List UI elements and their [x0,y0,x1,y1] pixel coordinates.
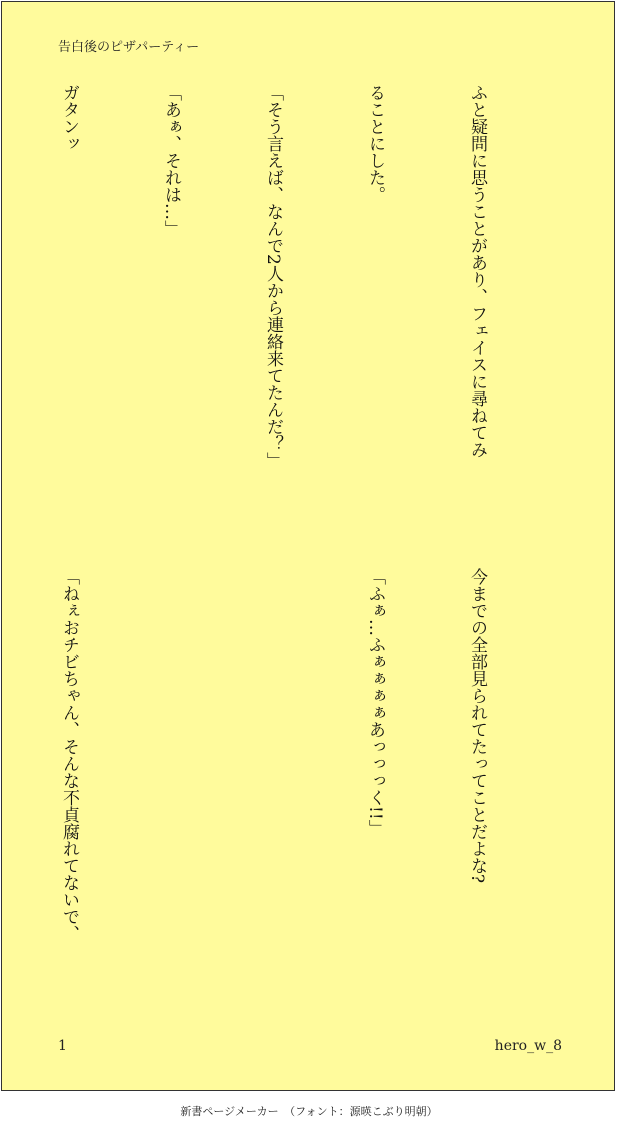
page-number: 1 [58,1038,67,1054]
blank-line [154,568,188,1008]
page-title: 告白後のピザパーティー [58,40,200,55]
text-line: 「あぁ、それは…」 [161,84,181,237]
blank-line [256,568,290,1008]
upper-text-block [0,84,562,524]
text-line: ることにした。 [365,84,385,203]
text-line: 「ふぁ…ふぁぁぁぁあっっっく!!」 [365,568,385,837]
generator-credit: 新書ページメーカー （フォント：源暎こぶり明朝） [180,1105,438,1118]
text-line: 「そう言えば、なんで2人から連絡来てたんだ？」 [263,84,283,469]
lower-text-block [0,568,562,1008]
text-line: 「ねぇおチビちゃん、そんな不貞腐れてないで、 [59,568,79,942]
text-line: ふと疑問に思うことがあり、フェイスに尋ねてみ [467,84,487,458]
text-line: ガタンッ [59,84,79,152]
text-line: 今までの全部見られてたってことだよな? [467,568,487,884]
novel-page [1,1,615,1091]
author-name: hero_w_8 [494,1038,562,1054]
